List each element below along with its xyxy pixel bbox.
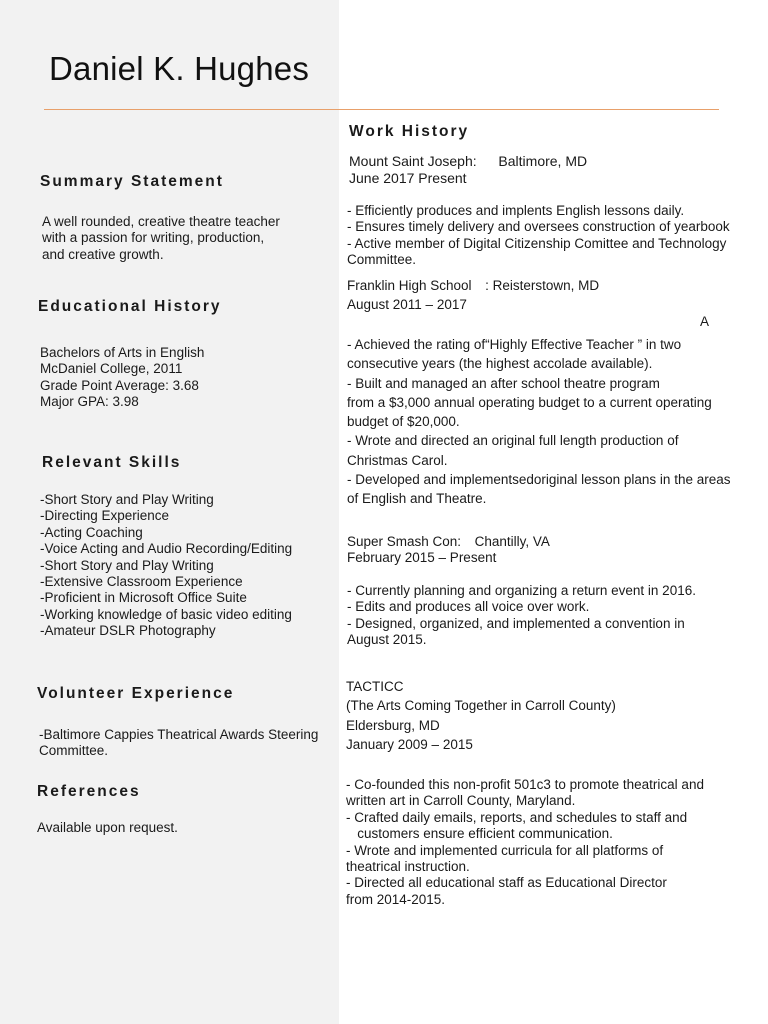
resume-name: Daniel K. Hughes bbox=[49, 50, 310, 87]
volunteer-text bbox=[39, 727, 318, 760]
skill-item: -Voice Acting and Audio Recording/Editing bbox=[40, 541, 293, 557]
job4-bullet: from 2014-2015. bbox=[346, 891, 446, 907]
job2-bullets bbox=[347, 335, 730, 509]
education-heading: Educational History bbox=[38, 298, 222, 315]
skill-item: -Directing Experience bbox=[40, 508, 170, 524]
job4-bullet: - Wrote and implemented curricula for all platforms of bbox=[346, 842, 664, 858]
education-line: McDaniel College, 2011 bbox=[40, 361, 183, 377]
job4-bullet: written art in Carroll County, Maryland. bbox=[346, 793, 576, 809]
skill-item: -Acting Coaching bbox=[40, 524, 143, 540]
job1-employer: Mount Saint Joseph: bbox=[349, 153, 477, 169]
job4-employer: TACTICC bbox=[346, 679, 404, 694]
summary-text bbox=[42, 214, 280, 263]
job2-header bbox=[347, 276, 599, 315]
job4-bullet: - Co-founded this non-profit 501c3 to promote theatrical and bbox=[346, 777, 704, 792]
job4-bullet: theatrical instruction. bbox=[346, 859, 470, 875]
skills-list bbox=[40, 492, 292, 640]
job4-bullet: customers ensure efficient communication. bbox=[346, 826, 613, 842]
job4-bullet: - Crafted daily emails, reports, and schedules to staff and bbox=[346, 809, 688, 825]
job2-employer: Franklin High School bbox=[347, 278, 472, 293]
summary-line: A well rounded, creative theatre teacher bbox=[42, 214, 280, 229]
job3-bullet: - Designed, organized, and implemented a convention in bbox=[347, 615, 685, 631]
job4-bullet: - Directed all educational staff as Educational Director bbox=[346, 875, 667, 891]
volunteer-line: -Baltimore Cappies Theatrical Awards Steering bbox=[39, 727, 319, 742]
references-line: Available upon request. bbox=[37, 820, 178, 835]
job1-bullet: - Efficiently produces and implents English lessons daily. bbox=[347, 203, 685, 218]
job4-dates: January 2009 – 2015 bbox=[346, 736, 473, 752]
header-divider bbox=[44, 109, 719, 110]
job1-location: Baltimore, MD bbox=[498, 153, 588, 169]
job2-bullet: - Wrote and directed an original full length production of bbox=[347, 433, 679, 449]
skills-heading: Relevant Skills bbox=[42, 454, 182, 471]
skill-item: -Proficient in Microsoft Office Suite bbox=[40, 590, 247, 606]
job4-employer-full: (The Arts Coming Together in Carroll County) bbox=[346, 698, 616, 714]
job3-bullet: - Edits and produces all voice over work. bbox=[347, 599, 590, 615]
summary-heading: Summary Statement bbox=[40, 173, 224, 190]
skill-item: -Working knowledge of basic video editing bbox=[40, 606, 292, 622]
education-line: Major GPA: 3.98 bbox=[40, 394, 139, 410]
job2-bullet: budget of $20,000. bbox=[347, 414, 460, 430]
job3-employer: Super Smash Con: bbox=[347, 534, 462, 549]
volunteer-heading: Volunteer Experience bbox=[37, 685, 235, 702]
job2-location: : Reisterstown, MD bbox=[485, 278, 600, 293]
summary-line: and creative growth. bbox=[42, 246, 164, 262]
skill-item: -Short Story and Play Writing bbox=[40, 557, 214, 573]
job2-bullet: - Developed and implementsedoriginal lesson plans in the areas bbox=[347, 472, 731, 488]
job3-dates: February 2015 – Present bbox=[347, 550, 497, 566]
job3-header bbox=[347, 534, 550, 567]
job2-stray-text: A bbox=[700, 314, 710, 329]
job2-bullet: consecutive years (the highest accolade available). bbox=[347, 356, 653, 372]
job1-bullet: - Ensures timely delivery and oversees construction of yearbook bbox=[347, 219, 730, 235]
job1-bullets bbox=[347, 203, 730, 269]
job3-bullets bbox=[347, 583, 696, 649]
job2-dates: August 2011 – 2017 bbox=[347, 297, 467, 313]
references-heading: References bbox=[37, 783, 141, 800]
job1-bullet: Committee. bbox=[347, 252, 417, 268]
job1-dates: June 2017 Present bbox=[349, 170, 467, 186]
job2-bullet: - Achieved the rating of“Highly Effective Teacher ” in two bbox=[347, 337, 682, 352]
skill-item: -Short Story and Play Writing bbox=[40, 492, 214, 507]
skill-item: -Amateur DSLR Photography bbox=[40, 623, 216, 639]
job1-header bbox=[349, 153, 587, 187]
job2-bullet: from a $3,000 annual operating budget to a current operating bbox=[347, 394, 712, 410]
job4-header bbox=[346, 677, 616, 754]
job3-bullet: August 2015. bbox=[347, 632, 427, 648]
education-line: Grade Point Average: 3.68 bbox=[40, 377, 199, 393]
references-text bbox=[37, 820, 178, 836]
skill-item: -Extensive Classroom Experience bbox=[40, 574, 243, 590]
job2-bullet: Christmas Carol. bbox=[347, 452, 448, 468]
education-line: Bachelors of Arts in English bbox=[40, 345, 205, 360]
education-text bbox=[40, 345, 204, 411]
job4-location: Eldersburg, MD bbox=[346, 717, 440, 733]
summary-line: with a passion for writing, production, bbox=[42, 230, 265, 246]
job4-bullets bbox=[346, 777, 704, 908]
job2-bullet: - Built and managed an after school theatre program bbox=[347, 375, 660, 391]
job2-bullet: of English and Theatre. bbox=[347, 491, 487, 507]
job3-bullet: - Currently planning and organizing a return event in 2016. bbox=[347, 583, 696, 598]
work-heading: Work History bbox=[349, 123, 470, 140]
volunteer-line: Committee. bbox=[39, 743, 109, 759]
job3-location: Chantilly, VA bbox=[474, 534, 550, 549]
job1-bullet: - Active member of Digital Citizenship Comittee and Technology bbox=[347, 235, 727, 251]
